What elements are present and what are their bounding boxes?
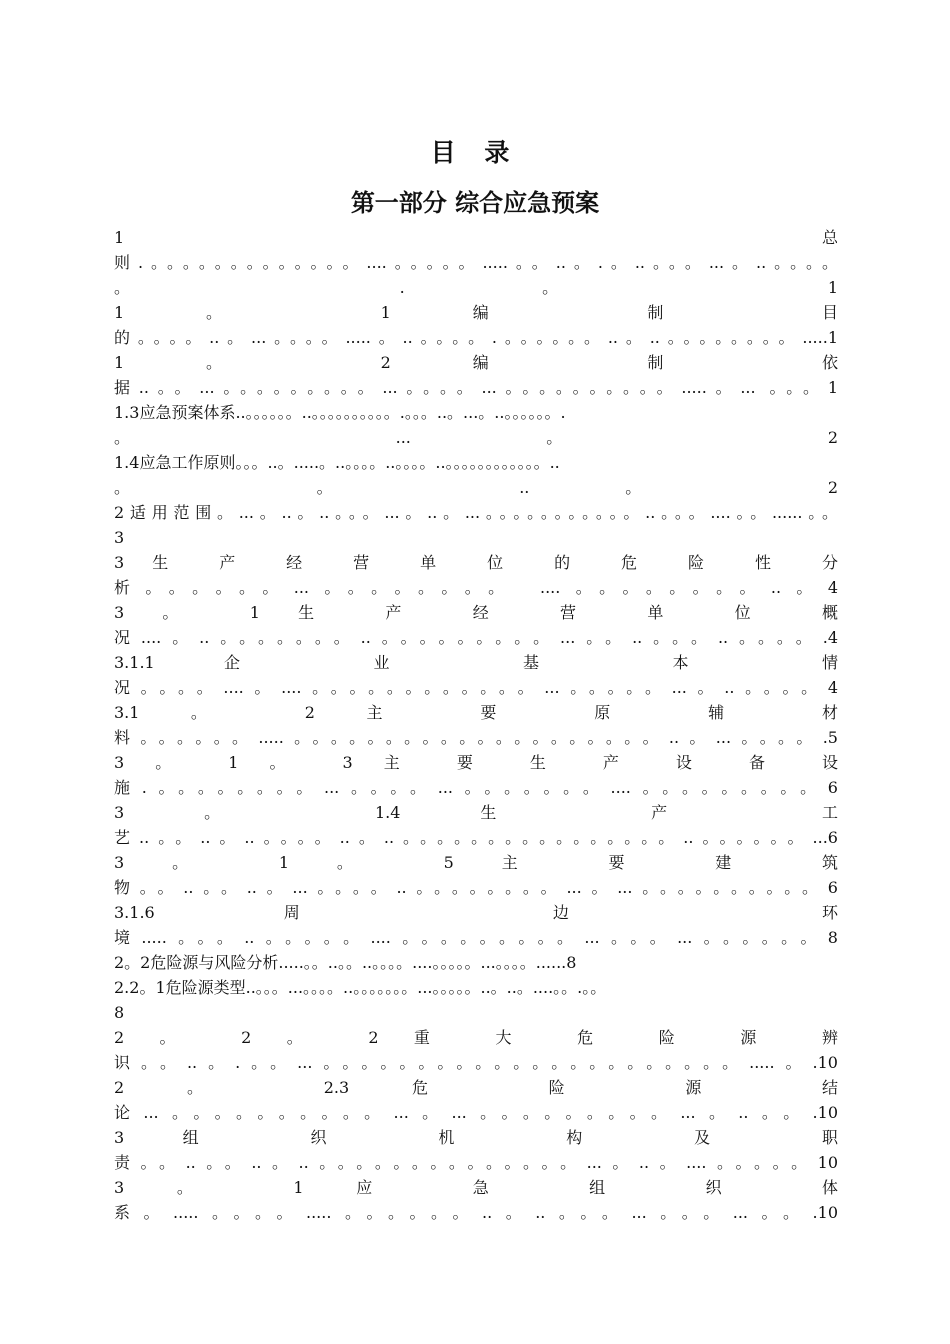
toc-line: 则.。。。。。。。。。。。。。....。。。。。.....。。..。.。..。。。...。..。。。。 xyxy=(114,253,838,272)
toc-line: 系。.....。。。。.....。。。。。。..。..。。。...。。。...。。.10 xyxy=(114,1203,838,1222)
toc-line: 8 xyxy=(114,1003,125,1022)
toc-line: 况。。。。....。....。。。。。。。。。。。。...。。。。。...。..。。。。4 xyxy=(114,678,838,697)
toc-line: 3.1 。 2 主 要 原 辅 材 xyxy=(114,703,838,722)
toc-line: 2 。 2 。 2 重 大 危 险 源 辨 xyxy=(114,1028,838,1047)
toc-line: 3.1.6 周 边 环 xyxy=(114,903,838,922)
toc-line: 2。2危险源与风险分析.....。。..。。..。。。。....。。。。。...。。。。......8 xyxy=(114,953,577,972)
part-title: 第一部分 综合应急预案 xyxy=(350,189,600,217)
toc-line: 况....。..。。。。。。。..。。。。。。。。。...。。..。。。..。。。。.4 xyxy=(114,628,838,647)
toc-line: 2适用范围。...。..。..。。。...。..。...。。。。。。。。。。。..。。。....。。......。。 xyxy=(114,503,838,522)
toc-line: 3 。 1 应 急 组 织 体 xyxy=(114,1178,838,1197)
toc-line: 识。。..。.。。...。。。。。。。。。。。。。。。。。。。。。。.....。.10 xyxy=(114,1053,838,1072)
toc-line: 2.2。1危险源类型..。。。...。。。。..。。。。。。。...。。。。。..。..。....。。.。。 xyxy=(114,978,607,997)
toc-line: 1 总 xyxy=(114,228,838,247)
toc-line: 3 。 1 。 5 主 要 建 筑 xyxy=(114,853,838,872)
toc-line: 的。。。。..。...。。。。.....。..。。。。.。。。。。。..。..。。。。。。。。.....1 xyxy=(114,328,838,347)
toc-line: 3.1.1 企 业 基 本 情 xyxy=(114,653,838,672)
toc-line: 3 xyxy=(114,528,125,547)
toc-line: 责。。..。。..。..。。。。。。。。。。。。。。...。..。....。。。。。10 xyxy=(114,1153,838,1172)
toc-line: 3 组 织 机 构 及 职 xyxy=(114,1128,838,1147)
toc-line: 据..。。...。。。。。。。。。...。。。。...。。。。。。。。。。.....。... 。。。1 xyxy=(114,378,838,397)
toc-line: 境.....。。。..。。。。。....。。。。。。。。。...。。。...。。。。。。8 xyxy=(114,928,838,947)
toc-line: 。 ... 。 2 xyxy=(114,428,838,447)
toc-line: 2 。 2.3 危 险 源 结 xyxy=(114,1078,838,1097)
toc-line: 。 。 .. 。 2 xyxy=(114,478,838,497)
toc-line: 1 。 2 编 制 依 xyxy=(114,353,838,372)
toc-line: 3 。 1 。 3 主 要 生 产 设 备 设 xyxy=(114,753,838,772)
toc-line: 艺..。。..。..。。。。..。..。。。。。。。。。。。。。。。。..。。。。。。...6 xyxy=(114,828,838,847)
toc-line: 析。。。。。。...。。。。。。。。 ....。。。。。。。。..。4 xyxy=(114,578,838,597)
toc-line: 1 。 1 编 制 目 xyxy=(114,303,838,322)
toc-line: 。 . 。 1 xyxy=(114,278,838,297)
toc-line: 1.4应急工作原则。。。..。.....。..。。。。..。。。。..。。。。。。。。。。。。.. xyxy=(114,453,560,472)
toc-line: 物。。..。。..。...。。。。..。。。。。。。。...。...。。。。。。。。。。6 xyxy=(114,878,838,897)
toc-line: 料。。。。。。.....。。。。。。。。。。。。。。。。。。。。..。...。。。。.5 xyxy=(114,728,838,747)
toc-line: 3 。 1.4 生 产 工 xyxy=(114,803,838,822)
toc-line: 3 生 产 经 营 单 位 的 危 险 性 分 xyxy=(114,553,838,572)
toc-line: 论...。。。。。。。。。。...。...。。。。。。。。。...。..。。.10 xyxy=(114,1103,838,1122)
toc-line: 施.。。。。。。。。...。。。。...。。。。。。。....。。。。。。。。。6 xyxy=(114,778,838,797)
toc-line: 1.3应急预案体系..。。。。。。..。。。。。。。。。。.。。。..。...。..。。。。。。. xyxy=(114,403,566,422)
page-title: 目 录 xyxy=(430,138,520,167)
toc-line: 3 。 1 生 产 经 营 单 位 概 xyxy=(114,603,838,622)
table-of-contents xyxy=(114,225,838,1225)
